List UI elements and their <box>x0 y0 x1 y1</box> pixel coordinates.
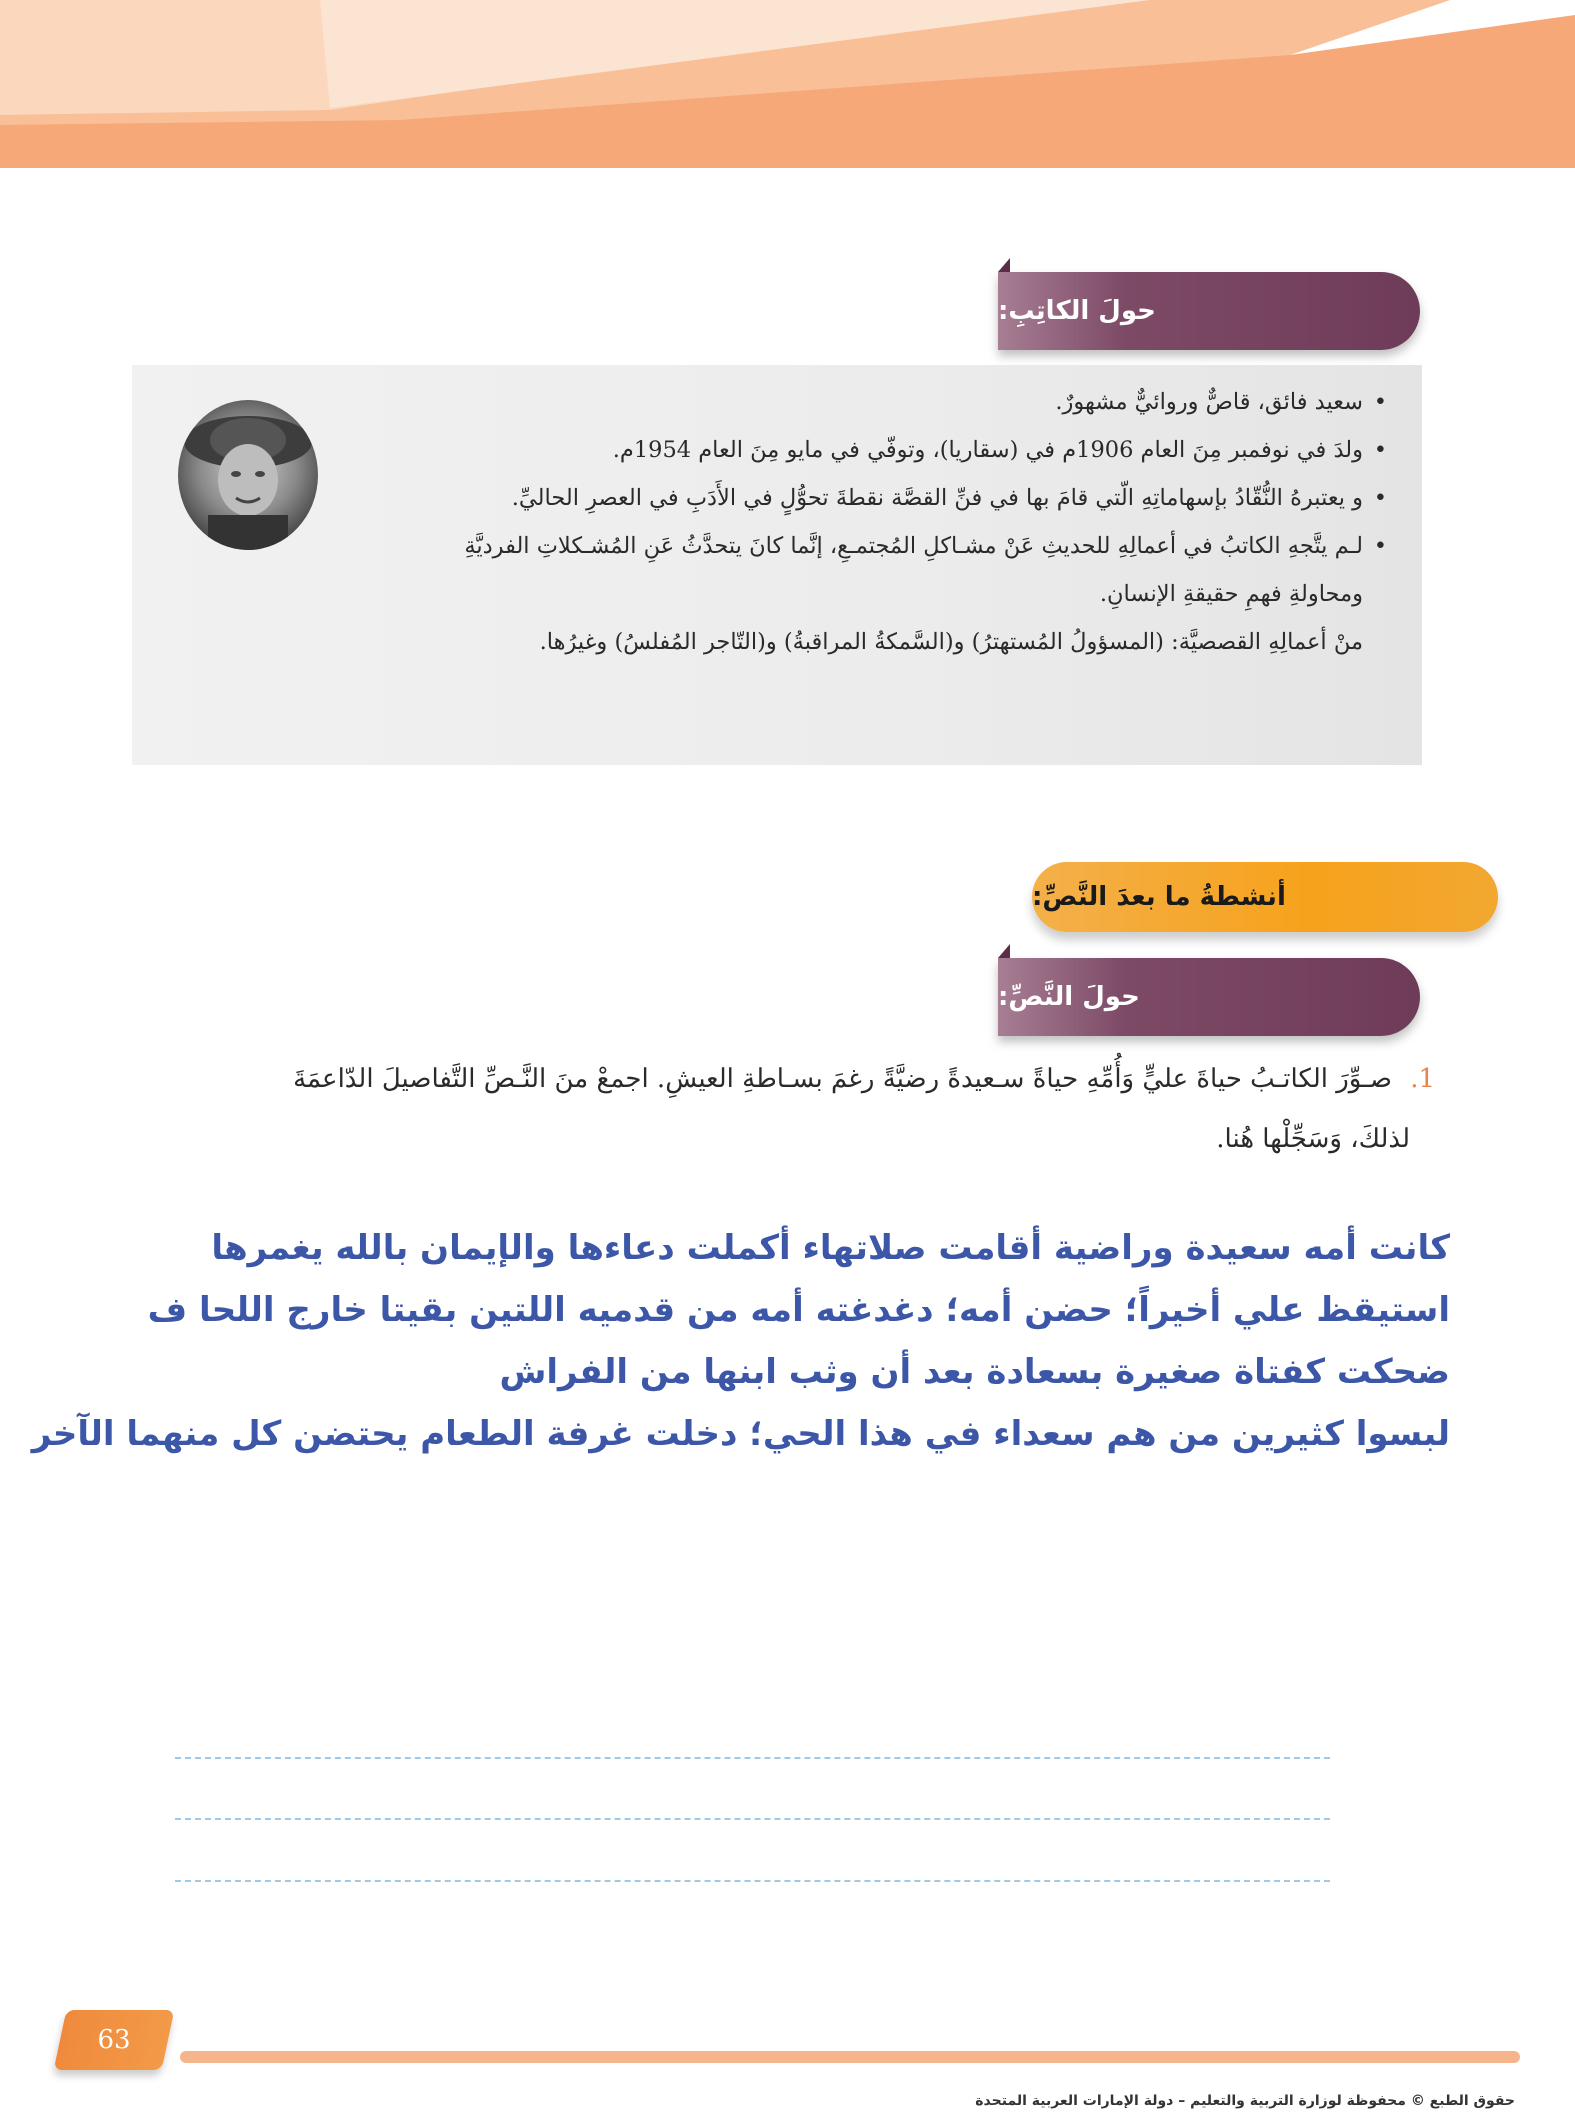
answer-line: ضحكت كفتاة صغيرة بسعادة بعد أن وثب ابنها من الفراش <box>499 1352 1450 1392</box>
question-number: 1. <box>1410 1064 1435 1094</box>
after-text-label: أنشطةُ ما بعدَ النَّصِّ: <box>1032 882 1286 912</box>
footer-bar <box>180 2051 1520 2063</box>
author-bio-text <box>255 378 1385 666</box>
bio-list <box>255 378 1385 570</box>
answer-line: لبسوا كثيرين من هم سعداء في هذا الحي؛ دخلت غرفة الطعام يحتضن كل منهما الآخر <box>31 1414 1450 1454</box>
bio-item: • و يعتبرهُ النُّقّادُ بإسهاماتِهِ الّتي قامَ بها في فنِّ القصَّة نقطةَ تحوُّلٍ في الأَدَبِ في العصرِ الحاليِّ. <box>255 474 1363 522</box>
answer-line: كانت أمه سعيدة وراضية أقامت صلاتهاء أكملت دعاءها والإيمان بالله يغمرها <box>211 1228 1450 1268</box>
top-banner <box>0 0 1575 168</box>
writing-line[interactable] <box>175 1818 1330 1820</box>
writing-line[interactable] <box>175 1880 1330 1882</box>
bio-works: منْ أعمالِهِ القصصيَّة: (المسؤولُ المُستهترُ) و(السَّمكةُ المراقبةُ) و(التّاجر المُفلسُ) وغيرُها. <box>539 629 1363 655</box>
writing-line[interactable] <box>175 1757 1330 1759</box>
about-author-tag <box>998 272 1420 350</box>
after-text-activities-tag <box>1032 862 1498 932</box>
page-number: 63 <box>97 2025 131 2055</box>
about-text-tag <box>998 958 1420 1036</box>
about-text-label: حولَ النَّصِّ: <box>998 982 1140 1012</box>
about-author-label: حولَ الكاتِبِ: <box>998 296 1156 326</box>
copyright-text: حقوق الطبع © محفوظة لوزارة التربية والتعليم – دولة الإمارات العربية المتحدة <box>975 2093 1515 2109</box>
bio-item: • سعيد فائق، قاصٌّ وروائيٌّ مشهورٌ. <box>255 378 1363 426</box>
bio-item: • ولدَ في نوفمبر مِنَ العام 1906م في (سقاريا)، وتوفّي في مايو مِنَ العام 1954م. <box>255 426 1363 474</box>
question-line-1 <box>115 1064 1435 1094</box>
question-line-2: لذلكَ، وَسَجِّلْها هُنا. <box>1216 1124 1410 1154</box>
bio-continuation: ومحاولةِ فهمِ حقيقةِ الإنسانِ. <box>1099 581 1363 607</box>
bio-item: • لـم يتَّجهِ الكاتبُ في أعمالِهِ للحديثِ عَنْ مشـاكلِ المُجتمـعِ، إنَّما كانَ يتحدَّثُ عَنِ المُشـكلاتِ الفرديَّةِ <box>255 522 1363 570</box>
question-text: صـوِّرَ الكاتـبُ حياةَ عليٍّ وَأُمِّهِ حياةً سـعيدةً رضيَّةً رغمَ بسـاطةِ العيشِ. اجمعْ منَ النَّـصِّ التَّفاصيلَ الدّاعمَةَ <box>293 1064 1392 1094</box>
answer-line: استيقظ علي أخيراً؛ حضن أمه؛ دغدغته أمه من قدميه اللتين بقيتا خارج اللحا ف <box>147 1290 1450 1330</box>
